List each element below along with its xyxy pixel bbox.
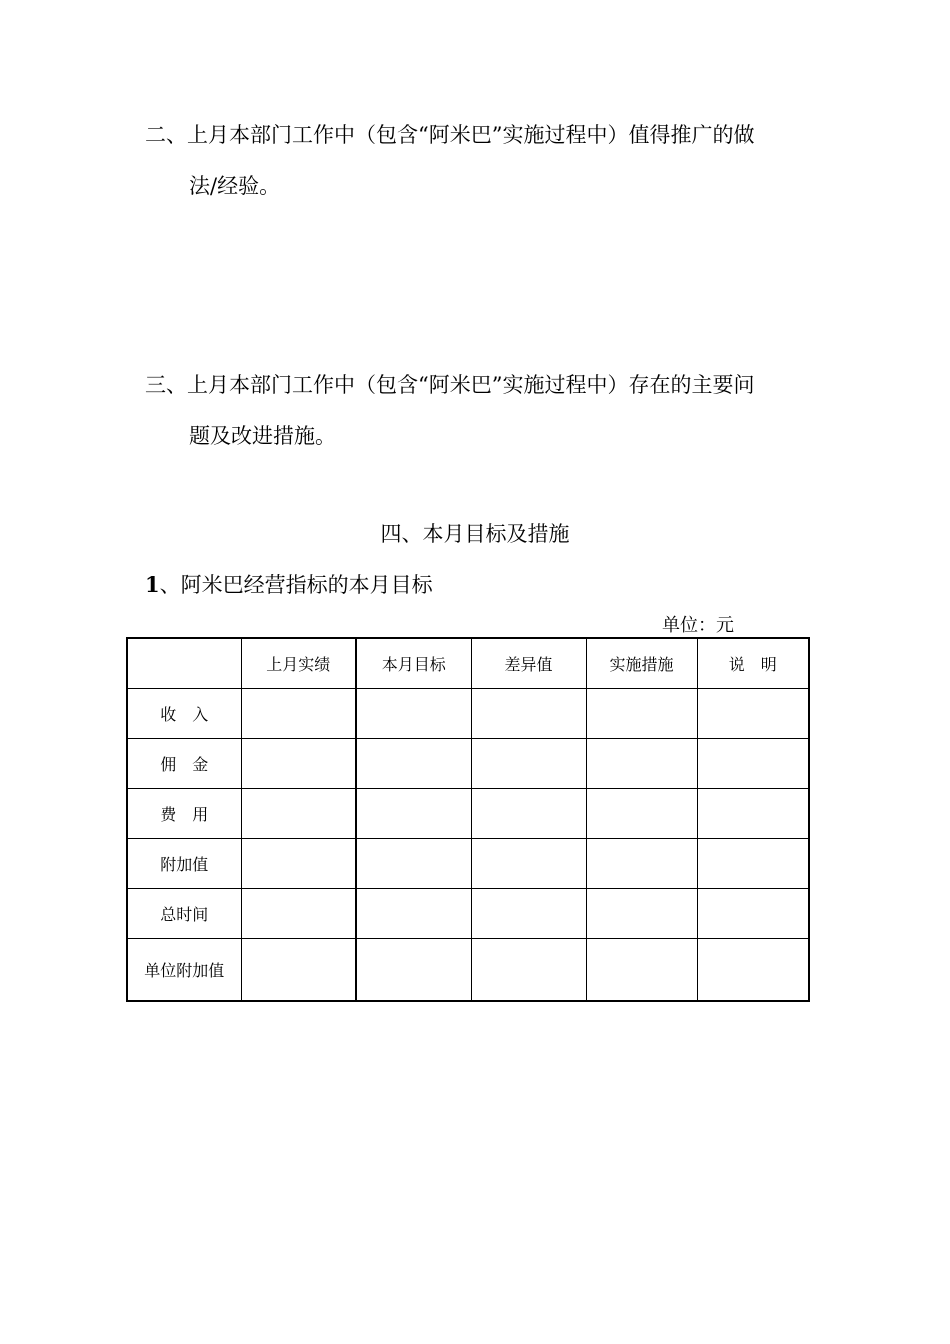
column-header-difference: 差异值 (471, 638, 586, 688)
column-header-notes: 说 明 (697, 638, 809, 688)
table-cell[interactable] (471, 738, 586, 788)
row-label-unit-added-value: 单位附加值 (127, 938, 241, 1001)
table-row (127, 788, 809, 838)
table-row (127, 888, 809, 938)
table-cell[interactable] (697, 838, 809, 888)
table-cell[interactable] (356, 838, 471, 888)
table-row (127, 938, 809, 1001)
table-cell[interactable] (356, 888, 471, 938)
column-header-measures: 实施措施 (586, 638, 697, 688)
section2-heading-line1: 二、上月本部门工作中（包含“阿米巴”实施过程中）值得推广的做 (145, 123, 755, 147)
column-header-this-month-target: 本月目标 (356, 638, 471, 688)
section3-heading-line1: 三、上月本部门工作中（包含“阿米巴”实施过程中）存在的主要问 (145, 373, 755, 397)
table-cell[interactable] (356, 788, 471, 838)
table-cell[interactable] (356, 938, 471, 1001)
row-label-commission: 佣 金 (127, 738, 241, 788)
row-label-total-time: 总时间 (127, 888, 241, 938)
table-cell[interactable] (241, 888, 356, 938)
table-cell[interactable] (586, 688, 697, 738)
metrics-table (126, 637, 810, 1002)
section4-title: 四、本月目标及措施 (380, 522, 570, 546)
table-cell[interactable] (586, 838, 697, 888)
row-label-income: 收 入 (127, 688, 241, 738)
table-cell[interactable] (586, 738, 697, 788)
subsection1-heading (145, 571, 433, 599)
table-cell[interactable] (697, 738, 809, 788)
row-label-expenses: 费 用 (127, 788, 241, 838)
row-label-added-value: 附加值 (127, 838, 241, 888)
table-header-corner (127, 638, 241, 688)
table-cell[interactable] (471, 888, 586, 938)
table-row (127, 738, 809, 788)
subsection1-number: 1 (145, 572, 160, 597)
column-header-last-month-actual: 上月实绩 (241, 638, 356, 688)
table-cell[interactable] (586, 888, 697, 938)
table-cell[interactable] (356, 688, 471, 738)
table-cell[interactable] (241, 688, 356, 738)
table-cell[interactable] (471, 838, 586, 888)
table-cell[interactable] (697, 688, 809, 738)
table-cell[interactable] (241, 738, 356, 788)
table-cell[interactable] (241, 938, 356, 1001)
table-cell[interactable] (697, 888, 809, 938)
table-row (127, 838, 809, 888)
table-header-row (127, 638, 809, 688)
table-cell[interactable] (356, 738, 471, 788)
table-cell[interactable] (697, 788, 809, 838)
table-cell[interactable] (241, 838, 356, 888)
table-cell[interactable] (697, 938, 809, 1001)
table-cell[interactable] (586, 788, 697, 838)
table-cell[interactable] (471, 788, 586, 838)
table-cell[interactable] (471, 688, 586, 738)
table-cell[interactable] (471, 938, 586, 1001)
table-row (127, 688, 809, 738)
section2-heading-line2: 法/经验。 (189, 174, 281, 198)
table-cell[interactable] (241, 788, 356, 838)
table-cell[interactable] (586, 938, 697, 1001)
section3-heading-line2: 题及改进措施。 (189, 424, 336, 448)
unit-label: 单位：元 (662, 615, 734, 636)
subsection1-text: 、阿米巴经营指标的本月目标 (159, 573, 433, 597)
